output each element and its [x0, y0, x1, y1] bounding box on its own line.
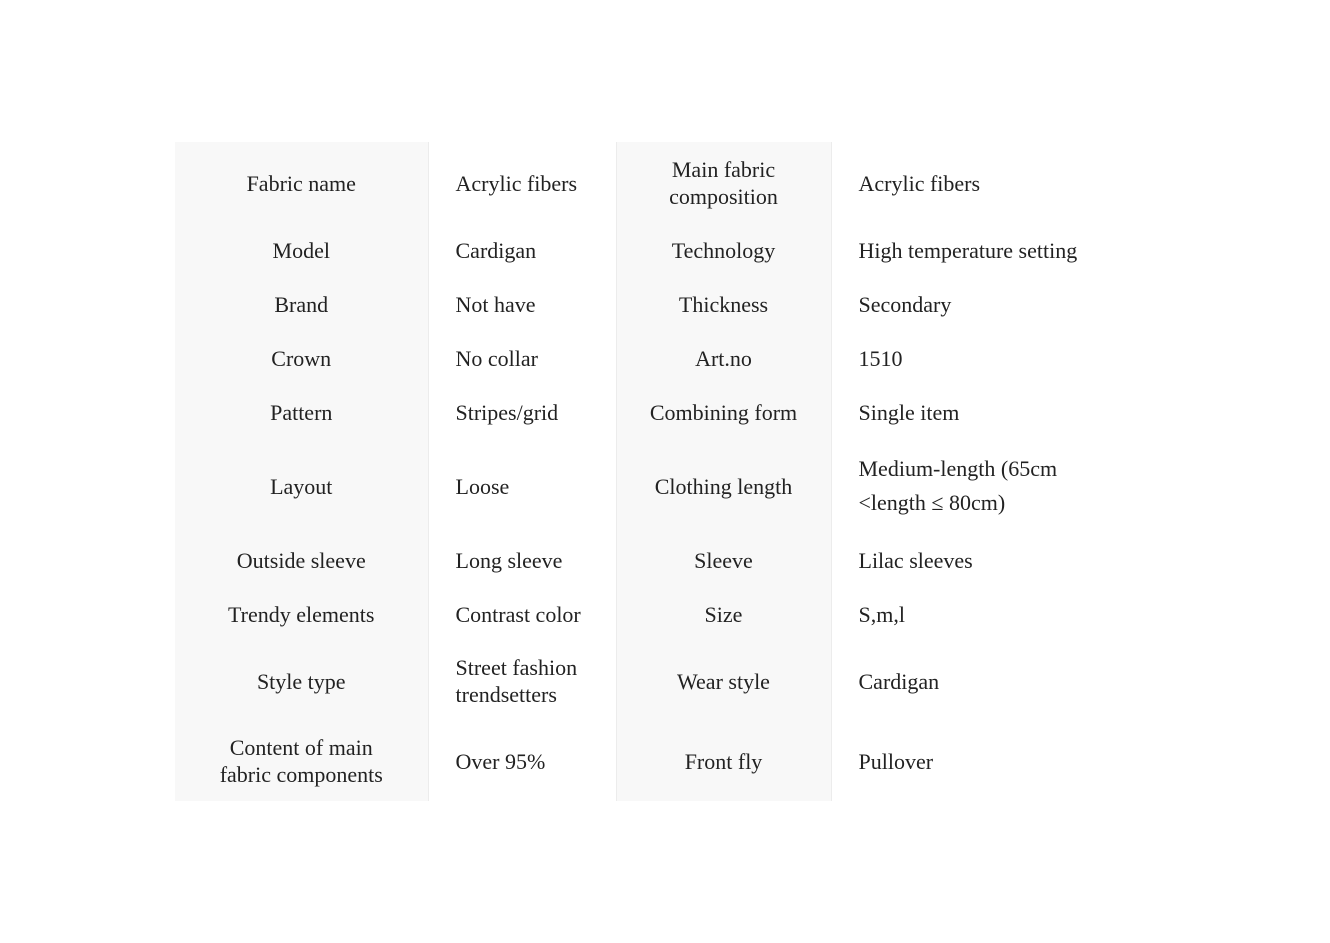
- table-row: [175, 587, 1111, 641]
- spec-value-text: Lilac sleeves: [858, 547, 973, 573]
- spec-label-text: Layout: [270, 473, 333, 499]
- table-row: [175, 439, 1111, 533]
- spec-value-text: Medium-length (65cm <length ≤ 80cm): [858, 456, 1058, 515]
- spec-value-text: Stripes/grid: [455, 399, 559, 425]
- spec-label: [175, 331, 428, 385]
- spec-value-text: Pullover: [858, 748, 934, 774]
- table-row: [175, 533, 1111, 587]
- spec-value: [831, 721, 1111, 801]
- table-row: [175, 277, 1111, 331]
- spec-label: [175, 721, 428, 801]
- spec-value-text: Single item: [858, 399, 960, 425]
- spec-value: [428, 142, 616, 224]
- spec-label-text: Main fabric composition: [669, 157, 778, 209]
- spec-label-text: Clothing length: [654, 473, 793, 499]
- spec-label: [616, 224, 831, 277]
- spec-value-text: Cardigan: [858, 668, 940, 694]
- spec-label: [616, 721, 831, 801]
- spec-label-text: Size: [704, 601, 743, 627]
- spec-value: [428, 331, 616, 385]
- spec-value-text: High temperature setting: [858, 238, 1078, 263]
- spec-label-text: Trendy elements: [228, 601, 375, 627]
- spec-value: [831, 224, 1111, 277]
- spec-label-text: Style type: [256, 668, 346, 694]
- spec-label: [175, 533, 428, 587]
- spec-label-text: Sleeve: [694, 547, 753, 573]
- spec-value: [831, 277, 1111, 331]
- spec-label: [616, 385, 831, 439]
- spec-value-text: Long sleeve: [455, 547, 563, 573]
- spec-value-text: Acrylic fibers: [858, 170, 981, 196]
- spec-value: [831, 587, 1111, 641]
- spec-value: [428, 439, 616, 533]
- spec-label: [616, 641, 831, 721]
- spec-value: [428, 641, 616, 721]
- spec-label-text: Pattern: [270, 399, 333, 425]
- spec-label: [175, 385, 428, 439]
- table-row: [175, 385, 1111, 439]
- spec-label-text: Art.no: [695, 345, 752, 371]
- spec-label: [175, 277, 428, 331]
- spec-value: [428, 721, 616, 801]
- spec-value: [428, 277, 616, 331]
- spec-value-text: Cardigan: [455, 238, 537, 263]
- spec-value: [428, 587, 616, 641]
- spec-label: [616, 533, 831, 587]
- spec-label: [616, 277, 831, 331]
- spec-value-text: S,m,l: [858, 601, 905, 627]
- spec-value: [428, 385, 616, 439]
- spec-label: [616, 331, 831, 385]
- product-spec-table: [175, 142, 1111, 801]
- table-row: [175, 641, 1111, 721]
- spec-value: [831, 533, 1111, 587]
- spec-value: [831, 641, 1111, 721]
- spec-value-text: Secondary: [858, 291, 952, 317]
- spec-label: [616, 142, 831, 224]
- spec-label: [175, 641, 428, 721]
- spec-value: [831, 331, 1111, 385]
- spec-label-text: Wear style: [677, 668, 770, 694]
- spec-label-text: Brand: [274, 291, 329, 317]
- spec-value-text: Over 95%: [455, 748, 546, 774]
- spec-label-text: Front fly: [684, 748, 763, 774]
- spec-label-text: Outside sleeve: [236, 547, 366, 573]
- table-row: [175, 331, 1111, 385]
- spec-label-text: Content of main fabric components: [219, 735, 383, 787]
- spec-value-text: Not have: [455, 291, 536, 317]
- spec-value: [428, 533, 616, 587]
- table-row: [175, 224, 1111, 277]
- spec-label: [175, 142, 428, 224]
- spec-label-text: Technology: [671, 238, 776, 263]
- spec-label: [175, 224, 428, 277]
- spec-label: [616, 439, 831, 533]
- spec-value: [831, 142, 1111, 224]
- spec-value-text: No collar: [455, 345, 538, 371]
- spec-label-text: Crown: [271, 345, 332, 371]
- spec-value-text: 1510: [858, 345, 903, 371]
- table-row: [175, 721, 1111, 801]
- spec-value-text: Loose: [455, 473, 510, 499]
- spec-label: [616, 587, 831, 641]
- table-row: [175, 142, 1111, 224]
- spec-label-text: Thickness: [678, 291, 769, 317]
- spec-label-text: Fabric name: [246, 170, 356, 196]
- spec-label: [175, 439, 428, 533]
- spec-value: [831, 439, 1111, 533]
- spec-value-text: Street fashion trendsetters: [455, 655, 578, 707]
- spec-label-text: Model: [272, 238, 330, 263]
- spec-value: [831, 385, 1111, 439]
- spec-label: [175, 587, 428, 641]
- spec-value-text: Acrylic fibers: [455, 170, 578, 196]
- spec-value: [428, 224, 616, 277]
- spec-label-text: Combining form: [649, 399, 798, 425]
- spec-value-text: Contrast color: [455, 601, 581, 627]
